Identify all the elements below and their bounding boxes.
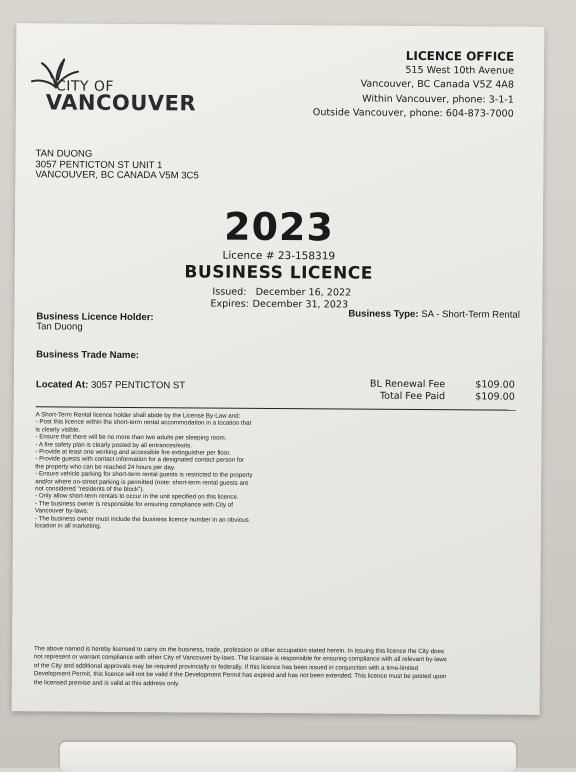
condition-line: - The business owner must include the business licence number in an obvious bbox=[34, 514, 249, 524]
fee-row bbox=[370, 391, 515, 404]
fee-label: BL Renewal Fee bbox=[369, 378, 446, 391]
condition-line: - Provide at least one working and accessible fire extinguisher per floor. bbox=[35, 448, 231, 457]
divider bbox=[36, 406, 516, 410]
office-line: Outside Vancouver, phone: 604-873-7000 bbox=[312, 107, 514, 120]
footer-line: Development Permit, this licence will not be valid if the Development Permit has expired and has not been extended. This licence must be posted upon bbox=[33, 670, 447, 681]
condition-line: - Post this licence within the short-term rental accommodation in a location that bbox=[35, 418, 252, 428]
footer-line: The above named is hereby licensed to carry on the business, trade, profession or other occupation stated herein. In issuing this licence the City does bbox=[34, 645, 445, 656]
licence-number: Licence # 23-158319 bbox=[222, 249, 336, 263]
addressee-block bbox=[35, 149, 199, 182]
fee-amount: $109.00 bbox=[475, 391, 515, 403]
condition-line: - The business owner is responsible for ensuring compliance with City of bbox=[35, 500, 234, 509]
licence-year: 2023 bbox=[223, 204, 335, 250]
condition-line: - Ensure vehicle parking for short-term rental guests is restricted to the property bbox=[35, 470, 253, 480]
office-line: 515 West 10th Avenue bbox=[405, 64, 515, 77]
office-line: Vancouver, BC Canada V5Z 4A8 bbox=[360, 78, 515, 92]
condition-line: Vancouver by-laws. bbox=[34, 507, 89, 515]
addressee-line: VANCOUVER, BC CANADA V5M 3C5 bbox=[35, 169, 199, 182]
addressee-line: TAN DUONG bbox=[35, 148, 93, 160]
condition-line: and/or where on-street parking is permitted (note: short-term rental guests are bbox=[35, 477, 249, 487]
licence-document bbox=[12, 23, 545, 715]
footer-line: the licensed premise and is valid at this address only. bbox=[33, 678, 180, 687]
legal-footer bbox=[34, 645, 518, 690]
office-title: LICENCE OFFICE bbox=[405, 48, 515, 64]
condition-line: - Provide guests with contact information for a designated contact person for bbox=[35, 455, 245, 465]
licence-conditions bbox=[35, 411, 298, 531]
business-type-label: Business Type: bbox=[348, 308, 419, 320]
expires-date: December 31, 2023 bbox=[252, 298, 349, 310]
holder-label: Business Licence Holder: bbox=[36, 311, 154, 324]
condition-line: is clearly visible. bbox=[35, 426, 81, 434]
located-label: Located At: bbox=[35, 379, 89, 391]
trade-name-label: Business Trade Name: bbox=[36, 349, 140, 362]
located-value: 3057 PENTICTON ST bbox=[90, 379, 186, 392]
business-type-value: SA - Short-Term Rental bbox=[421, 308, 520, 321]
office-line: Within Vancouver, phone: 3-1-1 bbox=[362, 93, 514, 106]
condition-line: - Ensure that there will be no more than two adults per sleeping room. bbox=[35, 433, 227, 442]
condition-line: - A fire safety plan is clearly posted by all entrances/exits. bbox=[35, 440, 192, 450]
licence-dates bbox=[210, 287, 351, 311]
footer-line: of the City and additional approvals may be required provincially or federally. If this licence has been issued in conjunction with a time-limited bbox=[33, 662, 419, 672]
document-heading: BUSINESS LICENCE bbox=[184, 262, 373, 284]
fee-table bbox=[370, 379, 515, 404]
issued-date: December 16, 2022 bbox=[255, 286, 352, 299]
licence-office-block bbox=[313, 47, 515, 122]
condition-line: A Short-Term Rental licence holder shall abide by the License By-Law and: bbox=[35, 411, 241, 420]
condition-line: location in all marketing. bbox=[34, 522, 102, 530]
business-type bbox=[348, 308, 520, 320]
location bbox=[36, 379, 185, 391]
issued-label: Issued: bbox=[212, 286, 247, 298]
logo-vancouver: VANCOUVER bbox=[45, 90, 197, 116]
expires-label: Expires: bbox=[210, 298, 249, 310]
condition-line: the property who can be reached 24 hours per day. bbox=[35, 463, 176, 472]
condition-line: not considered "residents of the block"). bbox=[35, 485, 145, 494]
fee-label: Total Fee Paid bbox=[379, 390, 446, 403]
addressee-line: 3057 PENTICTON ST UNIT 1 bbox=[35, 158, 163, 171]
fee-amount: $109.00 bbox=[475, 379, 515, 391]
footer-line: not represent or warrant compliance with other City of Vancouver by-laws. The licensee is responsible for ensuring compliance with all relevant by-laws bbox=[33, 653, 447, 664]
condition-line: - Only allow short-term rentals to occur in the unit specified on this licence. bbox=[35, 492, 239, 502]
logo-city-of: CITY OF bbox=[55, 78, 115, 95]
fee-row bbox=[370, 379, 515, 392]
holder-value: Tan Duong bbox=[36, 321, 83, 333]
